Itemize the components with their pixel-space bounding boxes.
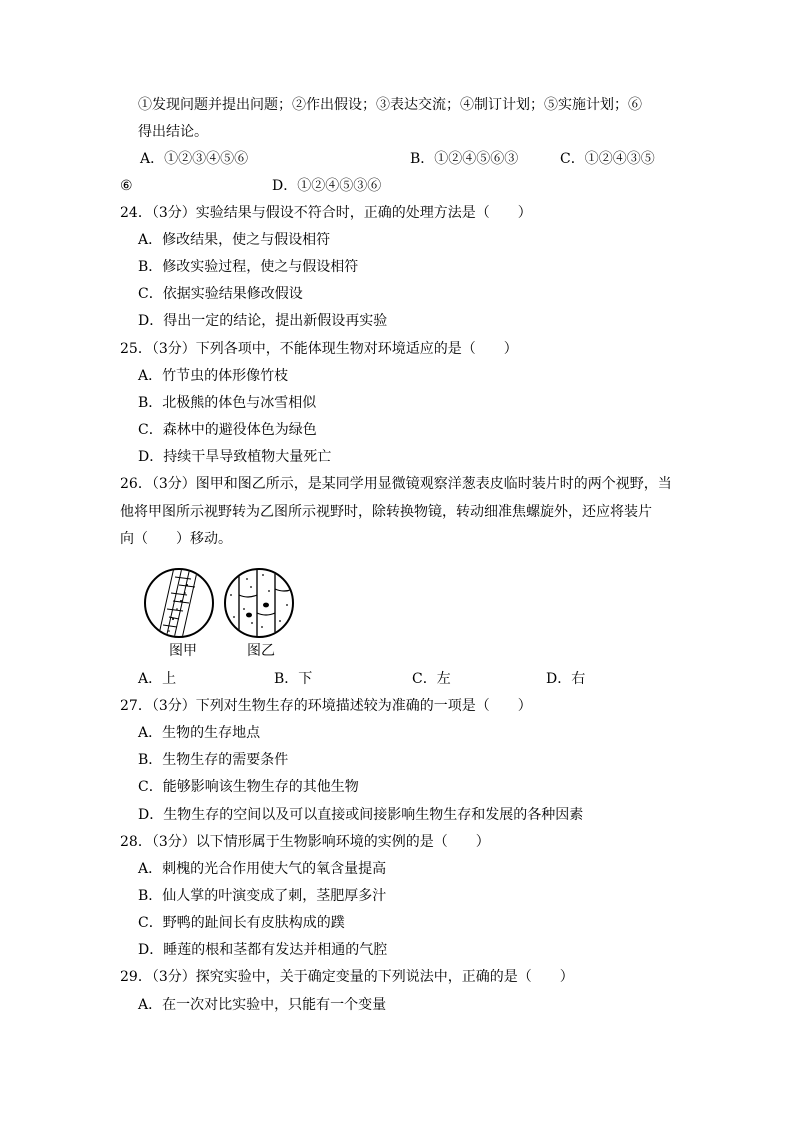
q26-option-d: D．右 [546, 671, 586, 687]
q28-stem: 28．（3分）以下情形属于生物影响环境的实例的是（ ） [120, 834, 490, 850]
q28-option-d: D．睡莲的根和茎都有发达并相通的气腔 [138, 942, 388, 958]
q28-option-b: B．仙人掌的叶演变成了刺，茎肥厚多汁 [138, 888, 387, 904]
q25-stem: 25．（3分）下列各项中，不能体现生物对环境适应的是（ ） [120, 341, 518, 357]
q26-stem-line3: 向（ ）移动。 [120, 531, 232, 547]
q28-option-c: C．野鸭的趾间长有皮肤构成的蹼 [138, 915, 345, 931]
q24-option-c: C．依据实验结果修改假设 [138, 286, 303, 302]
q29-stem: 29．（3分）探究实验中，关于确定变量的下列说法中，正确的是（ ） [120, 969, 574, 985]
view-jia [145, 565, 213, 643]
q26-option-b: B．下 [274, 671, 313, 687]
q23-option-c: C．①②④③⑤ [560, 151, 655, 167]
q23-option-a: A．①②③④⑤⑥ [140, 151, 249, 167]
q24-stem: 24．（3分）实验结果与假设不符合时，正确的处理方法是（ ） [120, 205, 532, 221]
q28-option-a: A．刺槐的光合作用使大气的氧含量提高 [138, 861, 387, 877]
q25-option-c: C．森林中的避役体色为绿色 [138, 422, 317, 438]
q27-option-b: B．生物生存的需要条件 [138, 752, 289, 768]
microscope-views-drawing [143, 565, 303, 645]
q24-option-d: D．得出一定的结论，提出新假设再实验 [138, 313, 388, 329]
q25-option-a: A．竹节虫的体形像竹枝 [138, 368, 289, 384]
q25-option-d: D．持续干旱导致植物大量死亡 [138, 449, 332, 465]
view-yi [221, 565, 293, 645]
q23-steps-line2: 得出结论。 [138, 124, 208, 140]
q26-stem-line1: 26．（3分）图甲和图乙所示，是某同学用显微镜观察洋葱表皮临时装片时的两个视野，当 [120, 476, 672, 492]
q24-option-b: B．修改实验过程，使之与假设相符 [138, 259, 359, 275]
q25-option-b: B．北极熊的体色与冰雪相似 [138, 395, 317, 411]
microscope-views-figure [143, 565, 303, 665]
q27-option-c: C．能够影响该生物生存的其他生物 [138, 779, 359, 795]
q29-option-a: A．在一次对比实验中，只能有一个变量 [138, 997, 387, 1013]
q26-option-a: A．上 [138, 671, 177, 687]
figure-caption-jia: 图甲 [169, 643, 197, 659]
q23-steps-line1: ①发现问题并提出问题；②作出假设；③表达交流；④制订计划；⑤实施计划；⑥ [138, 97, 642, 113]
figure-caption-yi: 图乙 [247, 643, 275, 659]
q27-stem: 27．（3分）下列对生物生存的环境描述较为准确的一项是（ ） [120, 698, 532, 714]
q26-stem-line2: 他将甲图所示视野转为乙图所示视野时，除转换物镜，转动细准焦螺旋外，还应将装片 [120, 504, 652, 520]
q24-option-a: A．修改结果，使之与假设相符 [138, 232, 331, 248]
q23-option-c-cont: ⑥ [120, 178, 133, 194]
q26-option-c: C．左 [412, 671, 451, 687]
q23-option-b: B．①②④⑤⑥③ [410, 151, 519, 167]
q23-option-d: D．①②④⑤③⑥ [272, 178, 382, 194]
q27-option-a: A．生物的生存地点 [138, 725, 261, 741]
q27-option-d: D．生物生存的空间以及可以直接或间接影响生物生存和发展的各种因素 [138, 807, 584, 823]
